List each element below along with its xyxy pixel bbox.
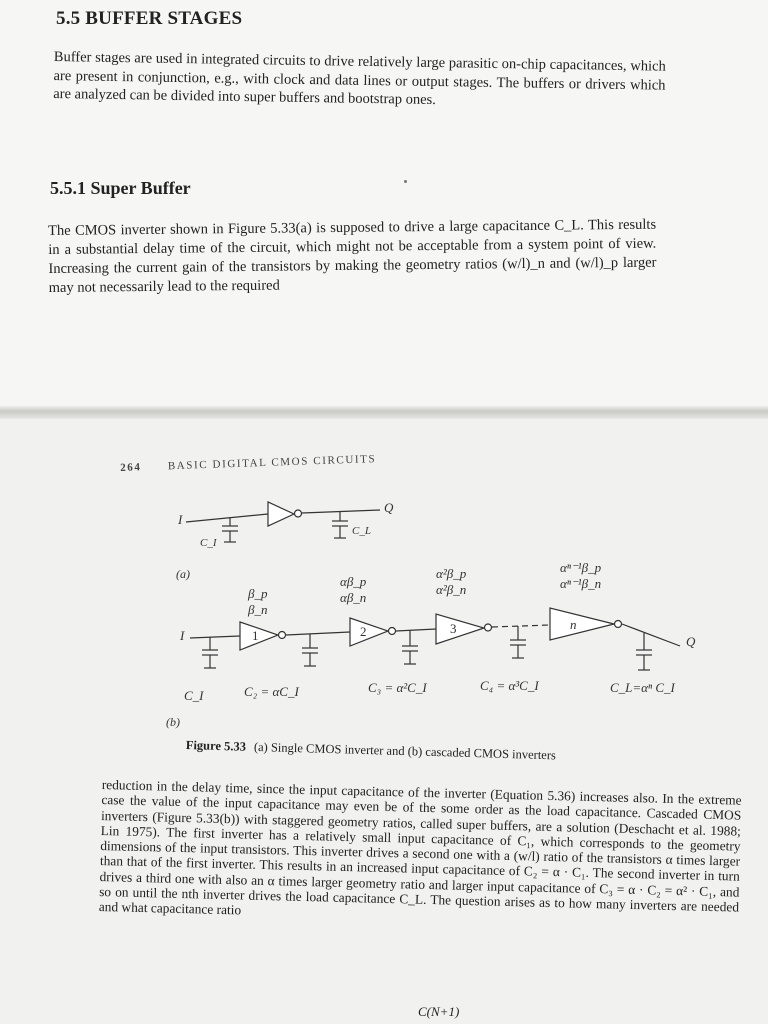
cap-label-c4: C₄ = α³C_I: [480, 678, 539, 693]
subsection-title: 5.5.1 Super Buffer: [50, 178, 191, 198]
single-output-label: Q: [384, 500, 394, 515]
stage-2-beta-p: αβ_p: [340, 574, 367, 589]
cap-label-cl: C_L=αⁿ C_I: [610, 680, 675, 695]
cascade-paragraph: reduction in the delay time, since the input capacitance of the inverter (Equation 5.36) increases also. In the extreme case the value of the input capacitance may even be of the some order as the load capacitance. Cascaded CMOS inverters (Figure 5.33(b)) with staggered geometry ratios, called super buffers, are a solution (Deschacht et al. 1988; Lin 1975). The first inverter has a relatively small input capacitance of C₁, which corresponds to the geometry dimensions of the input transistors. This inverter drives a second one with a (w/l) ratio of the transistors α times larger than that of the first inverter. This results in an increased input capacitance of C₂ = α · C₁. The second inverter in turn drives a third one with also an α times larger geometry ratio and larger input capacitance of C₃ = α · C₂ = α² · C₁, and so on until the nth inverter drives the load capacitance C_L. The question arises as to how many inverters are needed and what capacitance ratio: [98, 777, 742, 918]
figure-number: Figure 5.33: [185, 738, 247, 754]
stage-3-number: 3: [450, 621, 457, 636]
cap-label-c3: C₃ = α²C_I: [368, 680, 427, 695]
super-buffer-paragraph: The CMOS inverter shown in Figure 5.33(a) is supposed to drive a large capacitance C_L. This results in a substantial delay time of the circuit, which might not be acceptable from a system point of view. Increasing the current gain of the transistors by making the geometry ratios (w/l)_n and (w/l)_p larger may not necessarily lead to the required: [48, 216, 657, 296]
single-input-label: I: [178, 512, 183, 527]
formula-fragment: C(N+1): [418, 1004, 460, 1019]
cap-label-c2: C₂ = αC_I: [244, 684, 299, 699]
single-load-cap-label: C_L: [352, 525, 371, 537]
page-number: 264: [120, 461, 142, 474]
running-head-title: BASIC DIGITAL CMOS CIRCUITS: [167, 453, 377, 473]
stage-2-beta-n: αβ_n: [340, 590, 367, 605]
ink-speck: [404, 180, 407, 183]
part-a-label: (a): [176, 567, 190, 581]
stage-1-beta-p: β_p: [248, 586, 268, 601]
stage-n-beta-p: αⁿ⁻¹β_p: [560, 560, 602, 575]
stage-n-beta-n: αⁿ⁻¹β_n: [560, 576, 602, 591]
stage-3-beta-n: α²β_n: [436, 582, 467, 597]
stage-2-number: 2: [360, 624, 367, 639]
intro-paragraph: Buffer stages are used in integrated circuits to drive relatively large parasitic on-chip capacitances, which are present in conjunction, e.g., with clock and data lines or output stages. The buffers or drivers which are analyzed can be divided into super buffers and bootstrap ones.: [53, 48, 666, 109]
section-title: 5.5 BUFFER STAGES: [56, 8, 243, 29]
figure-caption-text: (a) Single CMOS inverter and (b) cascaded CMOS inverters: [253, 739, 557, 763]
page-fold-shadow: [0, 405, 768, 419]
part-b-label: (b): [166, 715, 180, 729]
cascaded-inverter-circuit: [166, 560, 696, 729]
cap-label-c1: C_I: [184, 688, 204, 703]
stage-n-number: n: [570, 617, 577, 632]
figure-5-33-circuit: [160, 490, 740, 730]
stage-3-beta-p: α²β_p: [436, 566, 467, 581]
single-inverter-circuit: [176, 500, 394, 581]
stage-1-beta-n: β_n: [248, 602, 268, 617]
stage-1-number: 1: [252, 628, 259, 643]
single-input-cap-label: C_I: [200, 537, 217, 549]
cascade-input-label: I: [180, 628, 185, 643]
cascade-output-label: Q: [686, 634, 696, 649]
